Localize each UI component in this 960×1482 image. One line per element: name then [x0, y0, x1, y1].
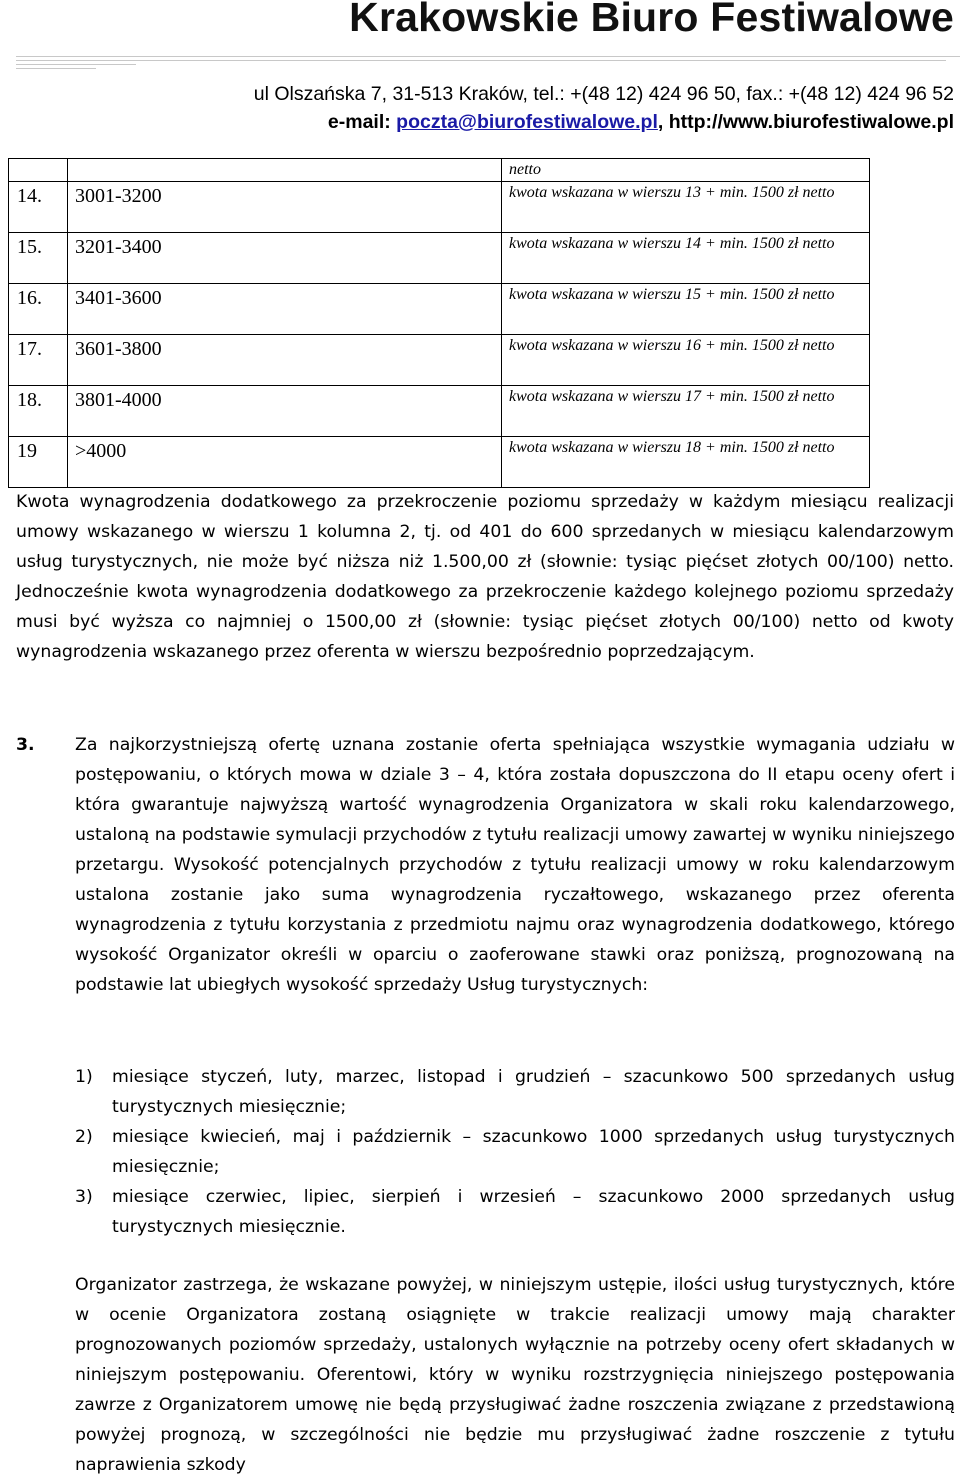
list-item [75, 1062, 955, 1122]
sales-range: >4000 [68, 437, 502, 488]
list-item-text: miesiące czerwiec, lipiec, sierpień i wrzesień – szacunkowo 2000 sprzedanych usług turystycznych miesięcznie. [112, 1187, 955, 1237]
list-item [75, 1122, 955, 1182]
row-number: 18. [9, 386, 68, 437]
amount-cell: kwota wskazana w wierszu 14 + min. 1500 zł netto [502, 233, 870, 284]
sales-range: 3801-4000 [68, 386, 502, 437]
amount-cell: kwota wskazana w wierszu 15 + min. 1500 zł netto [502, 284, 870, 335]
table-row [9, 284, 870, 335]
paragraph-additional-fee: Kwota wynagrodzenia dodatkowego za przekroczenie poziomu sprzedaży w każdym miesiącu realizacji umowy wskazanego w wierszu 1 kolumna 2, tj. od 401 do 600 sprzedanych w miesiącu kalendarzowym usług turystycznych, nie może być niższa niż 1.500,00 zł (słownie: tysiąc pięćset złotych 00/100) netto. Jednocześnie kwota wynagrodzenia dodatkowego za przekroczenie każdego kolejnego poziomu sprzedaży musi być wyższa co najmniej o 1500,00 zł (słownie: tysiąc pięćset złotych 00/100) netto od kwoty wynagrodzenia wskazanego przez oferenta w wierszu bezpośrednio poprzedzającym. [16, 492, 954, 662]
row-number: 16. [9, 284, 68, 335]
sales-range: 3601-3800 [68, 335, 502, 386]
header-faint-text [16, 54, 960, 72]
header-title: Krakowskie Biuro Festiwalowe [349, 0, 954, 40]
sales-forecast-list [75, 1062, 955, 1242]
amount-cell: kwota wskazana w wierszu 13 + min. 1500 zł netto [502, 182, 870, 233]
email-link[interactable]: poczta@biurofestiwalowe.pl [396, 111, 658, 133]
table-row [9, 233, 870, 284]
list-marker: 1) [75, 1067, 93, 1087]
table-row [9, 159, 870, 182]
website-text: , http://www.biurofestiwalowe.pl [657, 111, 954, 133]
amount-cell: netto [502, 159, 870, 182]
table-row [9, 335, 870, 386]
table-row [9, 182, 870, 233]
section-number: 3. [16, 735, 35, 755]
section-3-text: Za najkorzystniejszą ofertę uznana zostanie oferta spełniająca wszystkie wymagania udziału w postępowaniu, o których mowa w dziale 3 – 4, która została dopuszczona do II etapu oceny ofert i która gwarantuje najwyższą wartość wynagrodzenia Organizatora w skali roku kalendarzowego, ustaloną na podstawie symulacji przychodów z tytułu realizacji umowy zawartej w wyniku niniejszego przetargu. Wysokość potencjalnych przychodów z tytułu realizacji umowy w roku kalendarzowym ustalona zostanie jako suma wynagrodzenia ryczałtowego, wskazanego przez oferenta wynagrodzenia z tytułu korzystania z przedmiotu najmu oraz wynagrodzenia dodatkowego, którego wysokość Organizator określi w oparciu o zaoferowane stawki oraz poniższą, prognozowaną na podstawie lat ubiegłych wysokość sprzedaży Usług turystycznych: [75, 735, 956, 995]
amount-cell: kwota wskazana w wierszu 16 + min. 1500 zł netto [502, 335, 870, 386]
header-contact [254, 80, 954, 136]
table-cell [68, 159, 502, 182]
sales-range: 3201-3400 [68, 233, 502, 284]
list-item-text: miesiące styczeń, luty, marzec, listopad i grudzień – szacunkowo 500 sprzedanych usług turystycznych miesięcznie; [112, 1067, 955, 1117]
list-item [75, 1182, 955, 1242]
table-row [9, 437, 870, 488]
list-marker: 3) [75, 1187, 93, 1207]
amount-cell: kwota wskazana w wierszu 18 + min. 1500 zł netto [502, 437, 870, 488]
amount-cell: kwota wskazana w wierszu 17 + min. 1500 zł netto [502, 386, 870, 437]
contact-line [254, 108, 954, 136]
sales-range: 3001-3200 [68, 182, 502, 233]
list-marker: 2) [75, 1127, 93, 1147]
sales-range: 3401-3600 [68, 284, 502, 335]
closing-paragraph: Organizator zastrzega, że wskazane powyżej, w niniejszym ustępie, ilości usług turystycznych, które w ocenie Organizatora zostaną osiągnięte w trakcie realizacji umowy mają charakter prognozowanych poziomów sprzedaży, ustalonych wyłącznie na potrzeby oceny ofert składanych w niniejszym postępowaniu. Oferentowi, który w wyniku rozstrzygnięcia niniejszego postępowania zawrze z Organizatorem umowę nie będą przysługiwać żadne roszczenia związane z przedstawioną powyżej prognozą, w szczególności nie będzie mu przysługiwać żadne roszczenie z tytułu naprawienia szkody [75, 1275, 955, 1475]
list-item-text: miesiące kwiecień, maj i październik – szacunkowo 1000 sprzedanych usług turystycznych miesięcznie; [112, 1127, 955, 1177]
rates-table [8, 158, 870, 488]
table-cell [9, 159, 68, 182]
row-number: 17. [9, 335, 68, 386]
row-number: 19 [9, 437, 68, 488]
row-number: 15. [9, 233, 68, 284]
table-row [9, 386, 870, 437]
address-line: ul Olszańska 7, 31-513 Kraków, tel.: +(48 12) 424 96 50, fax.: +(48 12) 424 96 52 [253, 83, 954, 105]
row-number: 14. [9, 182, 68, 233]
email-prefix: e-mail: [327, 111, 397, 133]
